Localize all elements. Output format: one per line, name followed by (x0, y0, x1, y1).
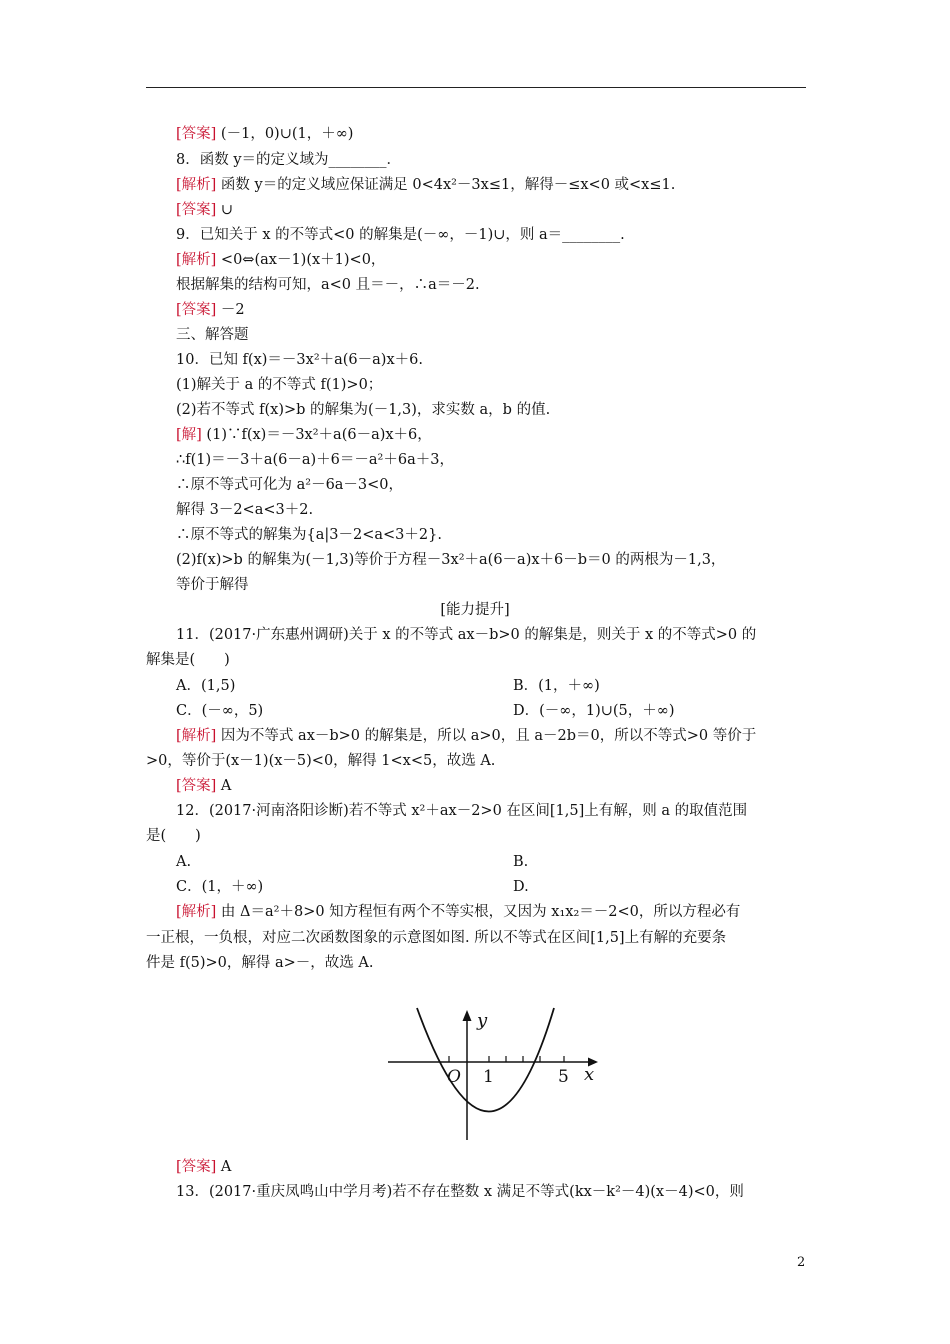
solution-10-step: ∴f(1)＝－3＋a(6－a)＋6＝－a²＋6a＋3， (176, 452, 454, 468)
question-12-cont: 是( ) (146, 828, 201, 844)
question-10-part2: (2)若不等式 f(x)>b 的解集为(－1,3)，求实数 a，b 的值. (176, 402, 551, 418)
option-11-c: C．(－∞，5) (176, 703, 264, 719)
tick-label-5: 5 (558, 1067, 569, 1087)
question-9: 9．已知关于 x 的不等式<0 的解集是(－∞，－1)∪，则 a＝________. (176, 227, 625, 243)
option-11-a: A．(1,5) (176, 678, 236, 694)
parabola-figure (380, 1000, 610, 1145)
analysis-11: [解析] 因为不等式 ax－b>0 的解集是，所以 a>0，且 a－2b＝0，所以不等式>0 等价于 (176, 728, 757, 744)
section-heading: 三、解答题 (176, 327, 249, 343)
solution-10-step: ∴原不等式可化为 a²－6a－3<0， (176, 477, 404, 493)
answer-8: [答案] ∪ (176, 202, 234, 218)
x-axis-label: x (584, 1064, 595, 1085)
analysis-12-cont: 件是 f(5)>0，解得 a>－，故选 A. (146, 955, 374, 971)
question-8: 8．函数 y＝的定义域为________． (176, 152, 402, 168)
origin-label: O (447, 1067, 461, 1087)
answer-12: [答案] A (176, 1159, 232, 1175)
question-11: 11．(2017·广东惠州调研)关于 x 的不等式 ax－b>0 的解集是，则关于 x 的不等式>0 的 (176, 627, 757, 643)
y-axis-arrow-icon (463, 1010, 472, 1021)
option-11-d: D．(－∞，1)∪(5，＋∞) (513, 703, 675, 719)
header-rule (146, 87, 806, 88)
answer-11: [答案] A (176, 778, 232, 794)
solution-10-step: ∴原不等式的解集为{a|3－2<a<3＋2}. (176, 527, 442, 543)
answer-9: [答案] －2 (176, 302, 245, 318)
section-heading-ability: [能力提升] (440, 602, 510, 618)
option-12-a: A. (176, 854, 192, 870)
question-12: 12．(2017·河南洛阳诊断)若不等式 x²＋ax－2>0 在区间[1,5]上有解，则 a 的取值范围 (176, 803, 748, 819)
y-axis-label: y (477, 1010, 488, 1031)
option-11-b: B．(1，＋∞) (513, 678, 600, 694)
solution-10-step: 解得 3－2<a<3＋2. (176, 502, 314, 518)
option-12-c: C．(1，＋∞) (176, 879, 264, 895)
answer-7: [答案] (－1，0)∪(1，＋∞) (176, 126, 354, 142)
solution-10-part2: (2)f(x)>b 的解集为(－1,3)等价于方程－3x²＋a(6－a)x＋6－b＝0 的两根为－1,3， (176, 552, 726, 568)
analysis-12-cont: 一正根，一负根，对应二次函数图象的示意图如图. 所以不等式在区间[1,5]上有解的充要条 (146, 930, 727, 946)
solution-10: [解] (1)∵f(x)＝－3x²＋a(6－a)x＋6， (176, 427, 432, 443)
analysis-8: [解析] 函数 y＝的定义域应保证满足 0<4x²－3x≤1，解得－≤x<0 或<x≤1. (176, 177, 676, 193)
question-10-part1: (1)解关于 a 的不等式 f(1)>0； (176, 377, 383, 393)
analysis-9: [解析] <0⇔(ax－1)(x＋1)<0， (176, 252, 386, 268)
question-11-cont: 解集是( ) (146, 652, 230, 668)
solution-10-part2-cont: 等价于解得 (176, 577, 249, 593)
option-12-b: B. (513, 854, 529, 870)
page-number: 2 (797, 1255, 806, 1270)
option-12-d: D. (513, 879, 529, 895)
analysis-12: [解析] 由 Δ＝a²＋8>0 知方程恒有两个不等实根，又因为 x₁x₂＝－2<0，所以方程必有 (176, 904, 741, 920)
analysis-9-cont: 根据解集的结构可知，a<0 且＝－，∴a＝－2. (176, 277, 480, 293)
tick-label-1: 1 (483, 1067, 494, 1087)
question-13: 13．(2017·重庆凤鸣山中学月考)若不存在整数 x 满足不等式(kx－k²－4)(x－4)<0，则 (176, 1184, 744, 1200)
question-10: 10．已知 f(x)＝－3x²＋a(6－a)x＋6. (176, 352, 423, 368)
analysis-11-cont: >0，等价于(x－1)(x－5)<0，解得 1<x<5，故选 A. (146, 753, 496, 769)
